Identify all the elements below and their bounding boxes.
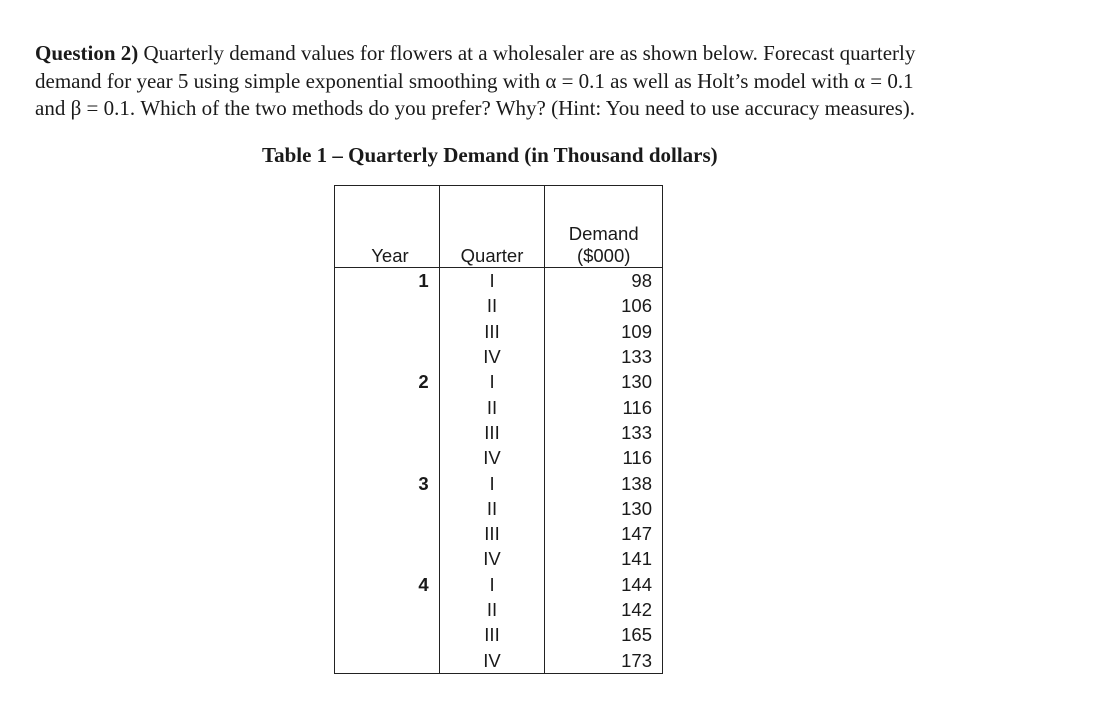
quarter-cell: III <box>439 622 545 647</box>
year-cell: 2 <box>418 371 429 393</box>
quarter-cell: IV <box>439 344 545 369</box>
demand-value-cell: 138 <box>545 470 663 495</box>
table-caption: Table 1 – Quarterly Demand (in Thousand dollars) <box>262 143 718 167</box>
demand-column-header <box>545 186 663 268</box>
quarter-cell: II <box>439 496 545 521</box>
year-cell <box>335 293 440 318</box>
table-row <box>335 369 663 394</box>
table-row <box>335 647 663 673</box>
quarter-cell: I <box>439 572 545 597</box>
question-text <box>35 40 1085 123</box>
quarter-cell: IV <box>439 546 545 571</box>
year-cell <box>335 521 440 546</box>
table-row <box>335 597 663 622</box>
year-cell <box>335 344 440 369</box>
year-cell <box>335 546 440 571</box>
question-line-1-text: Quarterly demand values for flowers at a wholesaler are as shown below. Forecast quarterly <box>138 41 916 65</box>
question-line-1 <box>35 40 1085 68</box>
table-row <box>335 572 663 597</box>
quarter-cell: I <box>439 268 545 294</box>
quarter-cell: II <box>439 394 545 419</box>
year-cell <box>335 445 440 470</box>
year-cell: 3 <box>418 472 429 494</box>
year-cell: 4 <box>418 573 429 595</box>
table-row <box>335 344 663 369</box>
demand-value-cell: 130 <box>545 496 663 521</box>
quarter-cell: IV <box>439 445 545 470</box>
year-cell: 1 <box>418 270 429 292</box>
demand-header-line-1: Demand <box>568 223 639 244</box>
year-cell <box>335 496 440 521</box>
table-row <box>335 420 663 445</box>
demand-value-cell: 116 <box>545 445 663 470</box>
demand-value-cell: 147 <box>545 521 663 546</box>
quarter-cell: I <box>439 470 545 495</box>
demand-value-cell: 109 <box>545 319 663 344</box>
table-row <box>335 496 663 521</box>
quarter-cell: IV <box>439 647 545 673</box>
demand-value-cell: 133 <box>545 420 663 445</box>
quarter-cell: III <box>439 319 545 344</box>
table-row <box>335 445 663 470</box>
year-cell <box>335 647 440 673</box>
quarter-cell: III <box>439 420 545 445</box>
demand-value-cell: 133 <box>545 344 663 369</box>
table-row <box>335 622 663 647</box>
demand-value-cell: 144 <box>545 572 663 597</box>
demand-value-cell: 98 <box>545 268 663 294</box>
year-column-header: Year <box>335 186 440 268</box>
demand-value-cell: 141 <box>545 546 663 571</box>
table-row <box>335 546 663 571</box>
question-label: Question 2) <box>35 41 139 65</box>
table-header-row <box>335 186 663 268</box>
question-line-2: demand for year 5 using simple exponential smoothing with α = 0.1 as well as Holt’s model with α = 0.1 <box>35 68 914 93</box>
demand-value-cell: 130 <box>545 369 663 394</box>
demand-value-cell: 106 <box>545 293 663 318</box>
table-row <box>335 470 663 495</box>
table-body <box>335 268 663 674</box>
quarter-cell: I <box>439 369 545 394</box>
quarter-cell: II <box>439 293 545 318</box>
table-row <box>335 319 663 344</box>
demand-value-cell: 116 <box>545 394 663 419</box>
year-cell <box>335 622 440 647</box>
demand-value-cell: 173 <box>545 647 663 673</box>
year-cell <box>335 420 440 445</box>
year-cell <box>335 319 440 344</box>
year-cell <box>335 394 440 419</box>
demand-header-line-2: ($000) <box>576 245 631 266</box>
demand-value-cell: 165 <box>545 622 663 647</box>
quarter-cell: II <box>439 597 545 622</box>
demand-value-cell: 142 <box>545 597 663 622</box>
table-row <box>335 521 663 546</box>
year-cell <box>335 597 440 622</box>
question-line-3: and β = 0.1. Which of the two methods do you prefer? Why? (Hint: You need to use accuracy measures). <box>35 96 915 120</box>
table-row <box>335 268 663 294</box>
table-row <box>335 293 663 318</box>
quarter-cell: III <box>439 521 545 546</box>
demand-table <box>334 185 663 674</box>
quarter-column-header: Quarter <box>439 186 545 268</box>
table-row <box>335 394 663 419</box>
